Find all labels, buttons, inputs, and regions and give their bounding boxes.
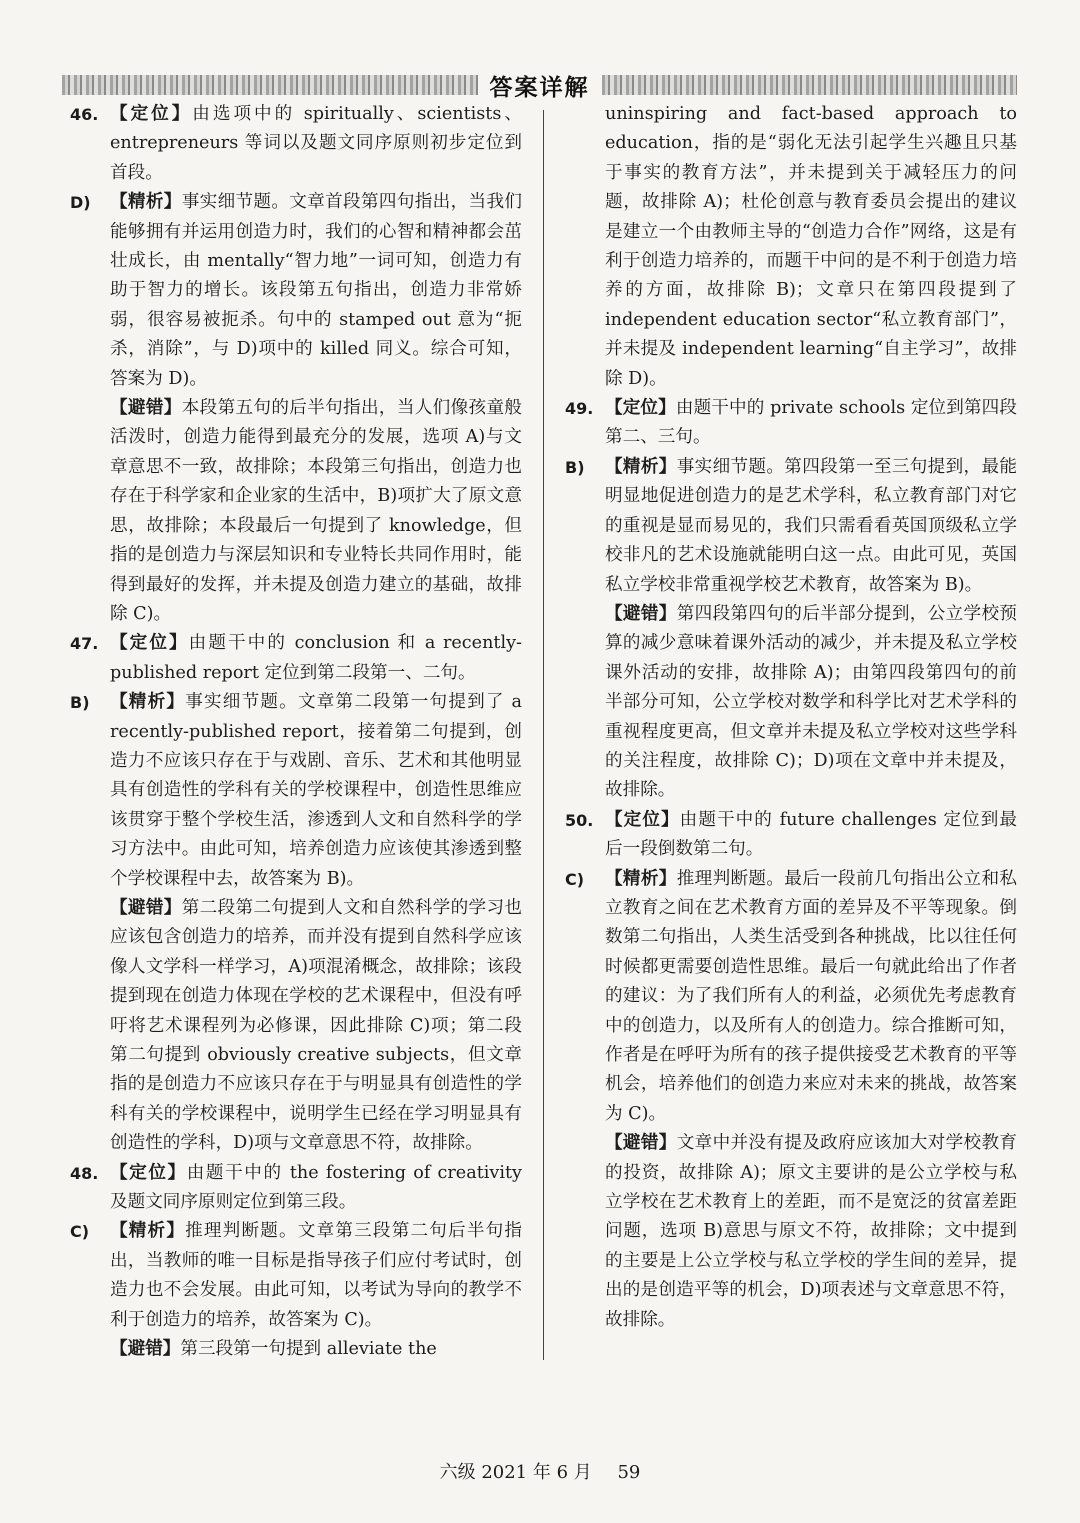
page-header: [62, 72, 1017, 101]
paragraph-text: 推理判断题。最后一段前几句指出公立和私立教育之间在艺术教育方面的差异及不平等现象。倒数第二句指出，人类生活受到各种挑战，比以往任何时候都更需要创造性思维。最后一句就此给出了作者的建议：为了我们所有人的利益，必须优先考虑教育中的创造力，以及所有人的创造力。综合推断可知，作者是在呼吁为所有的孩子提供接受艺术教育的平等机会，培养他们的创造力来应对未来的挑战，故答案为 C)。: [605, 868, 1017, 1124]
section-tag: 【定位】: [605, 809, 680, 830]
paragraph-text: 第三段第一句提到 alleviate the: [180, 1339, 437, 1360]
paragraph-text: 第二段第二句提到人文和自然科学的学习也应该包含创造力的培养，而并没有提到自然科学应该像人文学科一样学习，A)项混淆概念，故排除；该段提到现在创造力体现在学校的艺术课程中，但没有呼吁将艺术课程列为必修课，因此排除 C)项；第二段第二句提到 obviously creative subjects，但文章指的是创造力不应该只存在于与明显具有创造性的学科有关的学校课程中，说明学生已经在学习明显具有创造性的学科，D)项与文章意思不符，故排除。: [110, 897, 522, 1154]
page-number: 59: [617, 1462, 641, 1483]
question-marker: B): [70, 693, 90, 713]
paragraph-text: 由题干中的 conclusion 和 a recently-published report 定位到第二段第一、二句。: [110, 633, 522, 683]
paragraph-text: 第四段第四句的后半部分提到，公立学校预算的减少意味着课外活动的减少，并未提及私立学校课外活动的安排，故排除 A)；由第四段第四句的前半部分可知，公立学校对数学和科学比对艺术学科的重视程度更高，但文章并未提及私立学校对这些学科的关注程度，故排除 C)；D)项在文章中并未提及，故排除。: [605, 603, 1017, 801]
answer-paragraph: [70, 1217, 522, 1335]
answer-paragraph: [565, 806, 1017, 865]
question-marker: C): [70, 1222, 90, 1242]
answer-paragraph: [70, 629, 522, 688]
question-marker: 49.: [565, 399, 594, 419]
section-tag: 【避错】: [110, 398, 182, 419]
answer-paragraph: [70, 188, 522, 394]
paragraph-text: uninspiring and fact-based approach to education，指的是“弱化无法引起学生兴趣且只基于事实的教育方法”，并未提到关于减轻压力的问题，故排除 A)；杜伦创意与教育委员会提出的建议是建立一个由教师主导的“创造力合作”网络，这是有利于创造力培养的，而题干中问的是不利于创造力培养的方面，故排除 B)；文章只在第四段提到了 independent education sector“私立教育部门”，并未提及 independent learning“自主学习”，故排除 D)。: [605, 104, 1017, 389]
answer-paragraph: [565, 1129, 1017, 1335]
footer-label: 六级 2021 年 6 月: [439, 1462, 592, 1483]
answer-paragraph: [70, 1159, 522, 1218]
question-marker: 47.: [70, 634, 99, 654]
section-tag: 【避错】: [605, 603, 677, 624]
page-footer: [0, 1458, 1080, 1484]
question-marker: C): [565, 869, 585, 889]
paragraph-text: 由题干中的 the fostering of creativity 及题文同序原则定位到第三段。: [110, 1162, 522, 1213]
answer-paragraph: [70, 688, 522, 894]
paragraph-text: 事实细节题。文章第二段第一句提到了 a recently-published report，接着第二句提到，创造力不应该只存在于与戏剧、音乐、艺术和其他明显具有创造性的学科有关的学校课程中，创造性思维应该贯穿于整个学校生活，渗透到人文和自然科学的学习方法中。由此可知，培养创造力应该使其渗透到整个学校课程中去，故答案为 B)。: [110, 692, 522, 889]
paragraph-text: 文章中并没有提及政府应该加大对学校教育的投资，故排除 A)；原文主要讲的是公立学校与私立学校在艺术教育上的差距，而不是宽泛的贫富差距问题，选项 B)意思与原文不符，故排除；文中提到的主要是上公立学校与私立学校的学生间的差异，提出的是创造平等的机会，D)项表述与文章意思不符，故排除。: [605, 1133, 1017, 1330]
answer-paragraph: [70, 1335, 522, 1364]
answer-paragraph: [565, 865, 1017, 1130]
section-tag: 【避错】: [110, 1339, 181, 1360]
left-column: [70, 100, 522, 1364]
answer-paragraph: [70, 894, 522, 1159]
paragraph-text: 由选项中的 spiritually、scientists、entrepreneurs 等词以及题文同序原则初步定位到首段。: [110, 104, 522, 183]
header-title: 答案详解: [489, 74, 590, 101]
answer-paragraph: [70, 100, 522, 188]
paragraph-text: 由题干中的 private schools 定位到第四段第二、三句。: [605, 398, 1017, 448]
question-marker: B): [565, 457, 585, 477]
section-tag: 【定位】: [110, 104, 193, 124]
question-marker: 50.: [565, 810, 594, 830]
section-tag: 【避错】: [110, 897, 182, 918]
paragraph-text: 本段第五句的后半句指出，当人们像孩童般活泼时，创造力能得到最充分的发展，选项 A)与文章意思不一致，故排除；本段第三句指出，创造力也存在于科学家和企业家的生活中，B)项扩大了原文意思，故排除；本段最后一句提到了 knowledge，但指的是创造力与深层知识和专业特长共同作用时，能得到最好的发挥，并未提及创造力建立的基础，故排除 C)。: [110, 398, 522, 624]
section-tag: 【定位】: [110, 1162, 187, 1183]
answer-paragraph: [70, 394, 522, 629]
question-marker: 46.: [70, 105, 99, 124]
paragraph-text: 由题干中的 future challenges 定位到最后一段倒数第二句。: [605, 809, 1017, 860]
section-tag: 【精析】: [110, 1221, 186, 1242]
section-tag: 【精析】: [110, 692, 186, 713]
answer-paragraph: [565, 453, 1017, 600]
paragraph-text: 事实细节题。文章首段第四句指出，当我们能够拥有并运用创造力时，我们的心智和精神都会茁壮成长，由 mentally“智力地”一词可知，创造力有助于智力的增长。该段第五句指出，创造力非常娇弱，很容易被扼杀。句中的 stamped out 意为“扼杀，消除”，与 D)项中的 killed 同义。综合可知，答案为 D)。: [110, 192, 522, 389]
answer-paragraph: [565, 394, 1017, 453]
section-tag: 【精析】: [605, 456, 677, 477]
paragraph-text: 事实细节题。第四段第一至三句提到，最能明显地促进创造力的是艺术学科，私立教育部门对它的重视是显而易见的，我们只需看看英国顶级私立学校非凡的艺术设施就能明白这一点。由此可见，英国私立学校非常重视学校艺术教育，故答案为 B)。: [605, 456, 1017, 595]
section-tag: 【精析】: [110, 192, 182, 213]
section-tag: 【避错】: [605, 1133, 677, 1154]
header-band-left: [62, 75, 478, 95]
paragraph-text: 推理判断题。文章第三段第二句后半句指出，当教师的唯一目标是指导孩子们应付考试时，创造力也不会发展。由此可知，以考试为导向的教学不利于创造力的培养，故答案为 C)。: [110, 1221, 522, 1330]
answer-paragraph: [565, 600, 1017, 806]
section-tag: 【定位】: [605, 398, 676, 419]
answer-paragraph: [565, 100, 1017, 394]
question-marker: 48.: [70, 1163, 99, 1183]
right-column: [565, 100, 1017, 1335]
column-divider: [543, 110, 544, 1360]
section-tag: 【精析】: [605, 868, 677, 889]
section-tag: 【定位】: [110, 633, 189, 654]
question-marker: D): [70, 193, 91, 213]
header-band-right: [602, 75, 1018, 95]
